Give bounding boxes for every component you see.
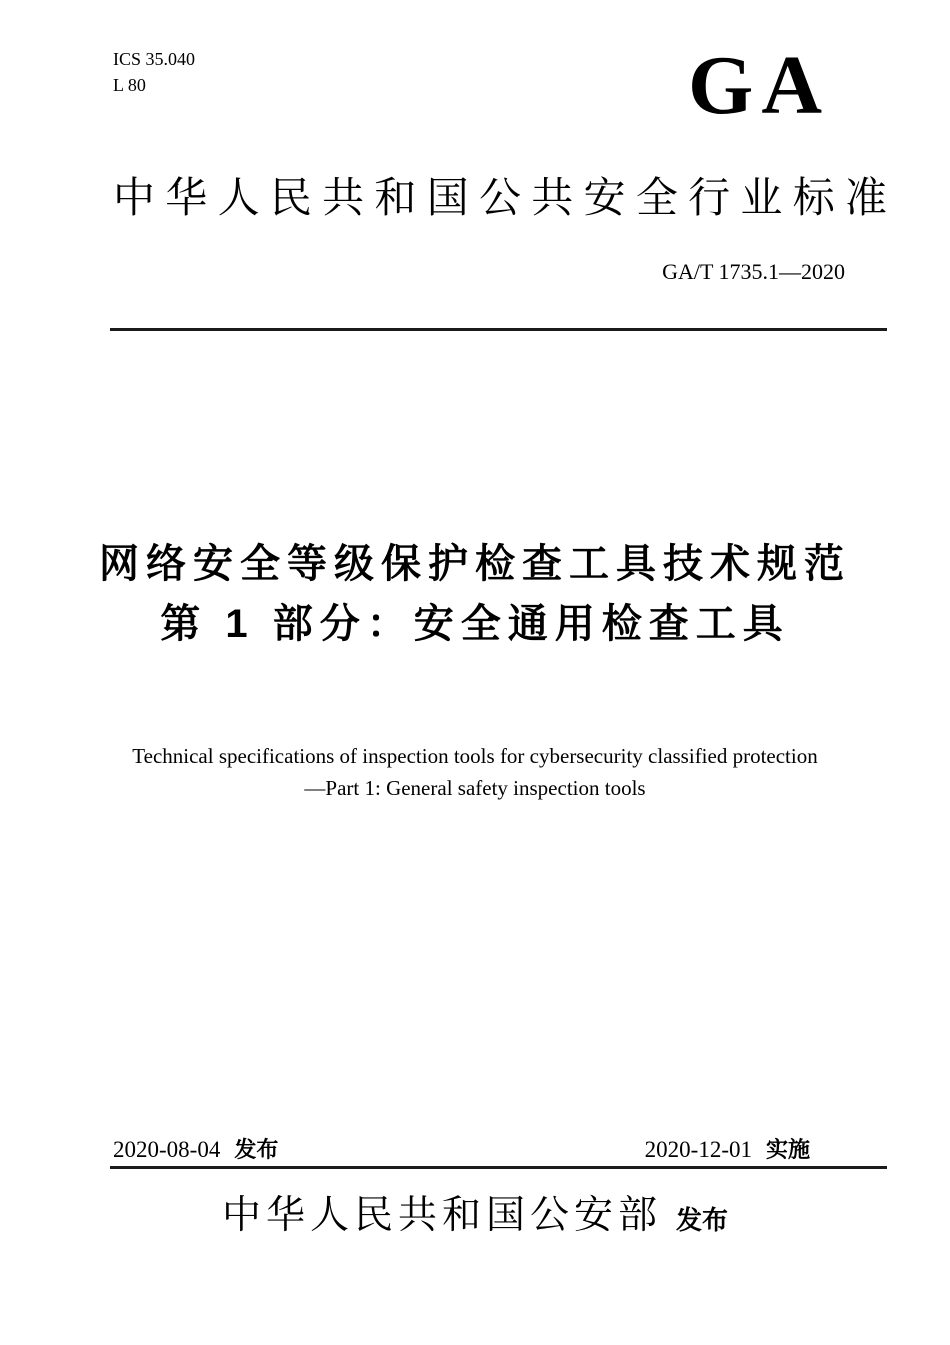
- publish-date-label: 发布: [234, 1137, 279, 1162]
- document-title-en-line2: —Part 1: General safety inspection tools: [304, 776, 646, 800]
- ga-logo: GA: [688, 39, 830, 132]
- document-title-en-line1: Technical specifications of inspection tools for cybersecurity classified protection: [132, 744, 818, 768]
- issuer-name: 中华人民共和国公安部: [221, 1194, 662, 1237]
- document-title-cn: [0, 534, 950, 654]
- industry-standard-header: 中华人民共和国公共安全行业标准: [113, 174, 887, 221]
- implement-date-label: 实施: [765, 1137, 810, 1162]
- issuer-publish-label: 发布: [676, 1204, 729, 1235]
- bottom-divider-rule: [110, 1166, 887, 1169]
- ics-code: ICS 35.040: [113, 49, 196, 69]
- top-divider-rule: [110, 328, 887, 331]
- document-title-cn-line2: 第 1 部分：安全通用检查工具: [160, 602, 790, 646]
- publish-date-group: [113, 1133, 278, 1164]
- issuer-row: [0, 1192, 950, 1240]
- implement-date: 2020-12-01: [644, 1137, 752, 1162]
- doc-class-code: L 80: [113, 75, 146, 95]
- document-title-cn-line1: 网络安全等级保护检查工具技术规范: [99, 542, 851, 586]
- classification-codes: [113, 46, 195, 98]
- implement-date-group: [645, 1133, 810, 1164]
- document-title-en: [0, 740, 950, 804]
- publish-date: 2020-08-04: [113, 1137, 221, 1162]
- standard-number: GA/T 1735.1—2020: [662, 259, 845, 284]
